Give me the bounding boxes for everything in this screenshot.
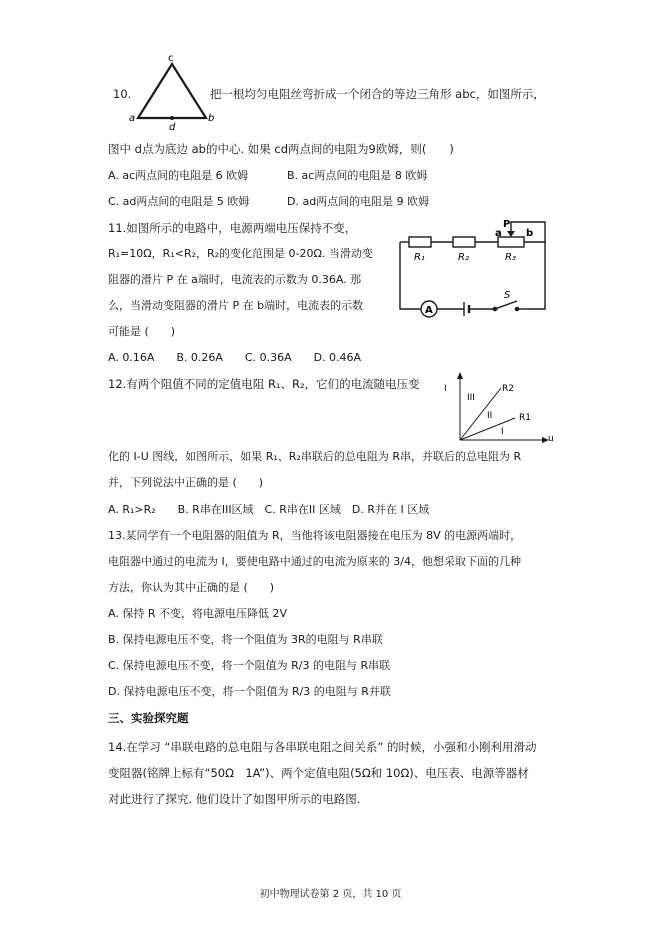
r2-label: R2 <box>502 384 514 394</box>
switch-s <box>495 301 517 309</box>
region-iii: III <box>467 393 475 403</box>
q12-line1: 12.有两个阻值不同的定值电阻 R₁、R₂，它们的电流随电压变 <box>108 377 420 391</box>
q14-line1: 14.在学习 “串联电路的总电阻与各串联电阻之间关系” 的时候，小强和小刚利用滑动 <box>108 740 537 754</box>
label-b: b <box>208 113 214 124</box>
q11-line1: 11.如图所示的电路中，电源两端电压保持不变， <box>108 221 357 235</box>
q13-line3: 方法，你认为其中正确的是 ( ) <box>108 581 275 594</box>
triangle-abc <box>138 64 206 118</box>
q11-options: A. 0.16A B. 0.26A C. 0.36A D. 0.46A <box>108 351 362 364</box>
label-b-end: b <box>526 228 534 239</box>
label-r3: R₃ <box>505 252 516 263</box>
circuit-diagram <box>395 212 555 324</box>
label-r1: R₁ <box>414 252 425 263</box>
q11-line4: 么，当滑动变阻器的滑片 P 在 b端时，电流表的示数 <box>108 299 364 312</box>
triangle-figure <box>126 52 214 132</box>
rheostat-r3 <box>498 237 524 247</box>
label-p: P <box>503 219 511 230</box>
label-c: c <box>168 53 174 64</box>
q11-line2: R₁=10Ω，R₁<R₂，R₂的变化范围是 0-20Ω. 当滑动变 <box>108 247 373 260</box>
region-i: I <box>501 427 504 437</box>
q12-line2: 化的 I-U 图线，如图所示，如果 R₁、R₂串联后的总电阻为 R串，并联后的总电阻为 R <box>108 450 522 463</box>
label-a-end: a <box>495 228 502 239</box>
q13-option-d: D. 保持电源电压不变，将一个阻值为 R/3 的电阻与 R并联 <box>108 685 391 698</box>
q10-number: 10. <box>113 87 132 101</box>
label-r2: R₂ <box>458 252 469 263</box>
r1-label: R1 <box>519 413 531 423</box>
region-ii: II <box>487 411 493 421</box>
resistor-r1 <box>409 237 431 247</box>
point-d <box>170 116 174 120</box>
q10-stem-b: 图中 d点为底边 ab的中心. 如果 cd两点间的电阻为9欧姆，则( ) <box>108 142 454 156</box>
label-d: d <box>169 122 176 132</box>
label-a: a <box>129 113 136 124</box>
q11-line5: 可能是 ( ) <box>108 325 176 338</box>
u-axis-label: u <box>548 434 554 444</box>
q10-stem-a: 把一根均匀电阻丝弯折成一个闭合的等边三角形 abc，如图所示， <box>210 87 545 101</box>
q11-line3: 阻器的滑片 P 在 a端时，电流表的示数为 0.36A. 那 <box>108 273 362 286</box>
label-ammeter: A <box>425 305 433 316</box>
q12-line3: 并，下列说法中正确的是 ( ) <box>108 476 264 489</box>
section-3-title: 三、实验探究题 <box>108 711 189 725</box>
label-s: S <box>504 290 511 301</box>
resistor-r2 <box>453 237 475 247</box>
q13-option-c: C. 保持电源电压不变，将一个阻值为 R/3 的电阻与 R串联 <box>108 659 391 672</box>
q10-option-c: C. ad两点间的电阻是 5 欧姆 <box>108 195 250 208</box>
q10-option-b: B. ac两点间的电阻是 8 欧姆 <box>287 169 428 182</box>
q13-option-a: A. 保持 R 不变，将电源电压降低 2V <box>108 607 287 620</box>
q12-options: A. R₁>R₂ B. R串在III区域 C. R串在II 区域 D. R并在 I 区域 <box>108 503 430 516</box>
i-axis-label: I <box>444 384 447 394</box>
q10-option-a: A. ac两点间的电阻是 6 欧姆 <box>108 169 249 182</box>
right-wire <box>524 242 545 309</box>
q10-option-d: D. ad两点间的电阻是 9 欧姆 <box>287 195 430 208</box>
q13-option-b: B. 保持电源电压不变，将一个阻值为 3R的电阻与 R串联 <box>108 633 383 646</box>
q13-line2: 电阻器中通过的电流为 I，要使电路中通过的电流为原来的 3/4，他想采取下面的几种 <box>108 555 521 568</box>
page-footer: 初中物理试卷第 2 页，共 10 页 <box>259 889 402 900</box>
q14-line3: 对此进行了探究. 他们设计了如图甲所示的电路图. <box>108 792 361 806</box>
iu-graph <box>433 368 558 448</box>
slider-p-arrow <box>507 231 515 237</box>
q14-line2: 变阻器(铭牌上标有“50Ω 1A”)、两个定值电阻(5Ω和 10Ω)、电压表、电源等器材 <box>108 766 529 780</box>
q13-line1: 13.某同学有一个电阻器的阻值为 R，当他将该电阻器接在电压为 8V 的电源两端时， <box>108 529 522 542</box>
